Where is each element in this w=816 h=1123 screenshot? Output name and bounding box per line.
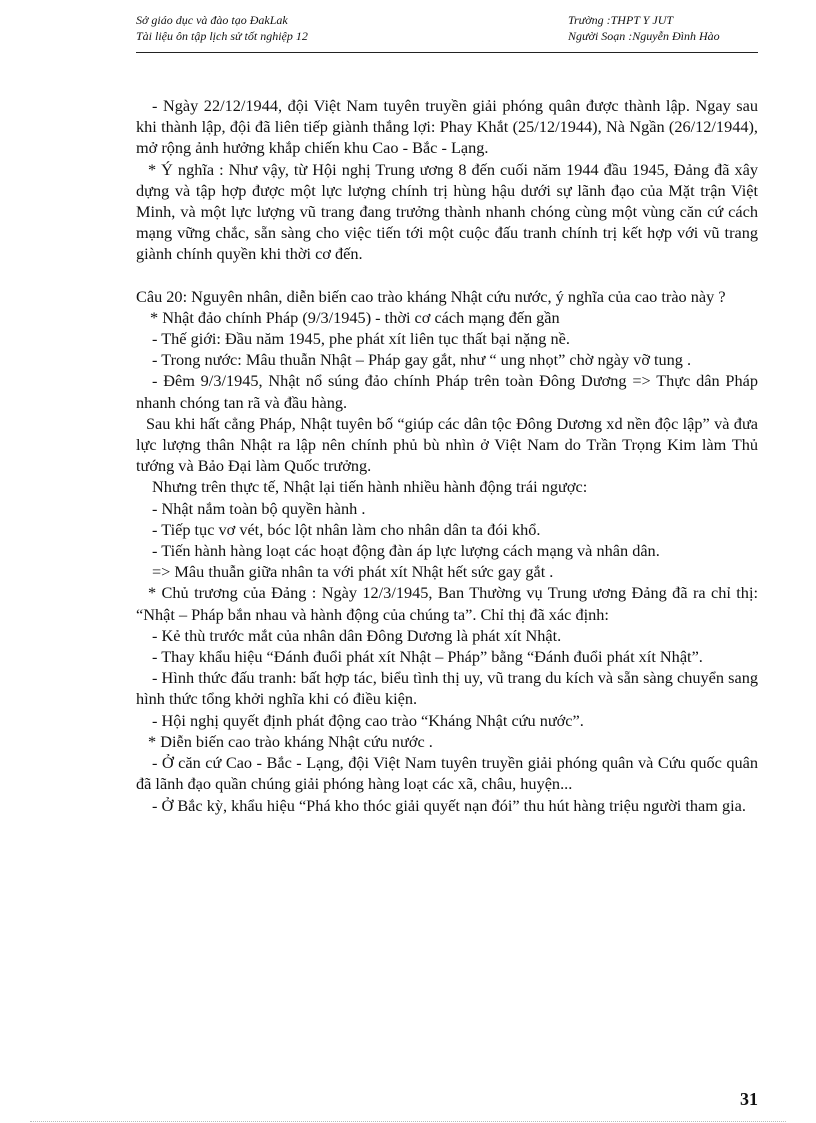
- page-header: [136, 12, 758, 53]
- header-school: Trường :THPT Y JUT: [568, 13, 674, 27]
- question-heading: Câu 20: Nguyên nhân, diễn biến cao trào kháng Nhật cứu nước, ý nghĩa của cao trào này ?: [136, 286, 726, 306]
- paragraph: * Diễn biến cao trào kháng Nhật cứu nước .: [148, 731, 433, 751]
- paragraph: * Nhật đảo chính Pháp (9/3/1945) - thời cơ cách mạng đến gần: [150, 307, 560, 327]
- footer-divider: [30, 1121, 786, 1122]
- paragraph: => Mâu thuẫn giữa nhân ta với phát xít Nhật hết sức gay gắt .: [152, 562, 554, 582]
- header-author: Người Soạn :Nguyễn Đình Hào: [568, 29, 720, 43]
- paragraph: - Hình thức đấu tranh: bất hợp tác, biểu tình thị uy, vũ trang du kích và sẵn sàng chuyển sang hình thức tổng khởi nghĩa khi có điều kiện.: [136, 668, 758, 709]
- paragraph: - Ở Bắc kỳ, khẩu hiệu “Phá kho thóc giải quyết nạn đói” thu hút hàng triệu người tham gia.: [152, 795, 746, 815]
- header-right: [568, 12, 720, 44]
- paragraph: * Ý nghĩa : Như vậy, từ Hội nghị Trung ương 8 đến cuối năm 1944 đầu 1945, Đảng đã xây dựng và tập hợp được một lực lượng chính trị hùng hậu dưới sự lãnh đạo của Mặt trận Việt Minh, và một lực lượng vũ trang đang trưởng thành nhanh chóng cùng một vùng căn cứ cách mạng vững chắc, sẵn sàng cho việc tiến tới một cuộc đấu tranh chính trị kết hợp với vũ trang giành chính quyền khi thời cơ đến.: [136, 159, 758, 264]
- paragraph: - Tiếp tục vơ vét, bóc lột nhân làm cho nhân dân ta đói khổ.: [152, 519, 541, 539]
- page-number: 31: [740, 1089, 758, 1109]
- paragraph: - Ở căn cứ Cao - Bắc - Lạng, đội Việt Nam tuyên truyền giải phóng quân và Cứu quốc quân đã lãnh đạo quần chúng giải phóng hàng loạt các xã, châu, huyện...: [136, 753, 758, 794]
- paragraph: - Nhật nắm toàn bộ quyền hành .: [152, 498, 366, 518]
- paragraph: - Kẻ thù trước mắt của nhân dân Đông Dương là phát xít Nhật.: [152, 625, 562, 645]
- header-document-title: Tài liệu ôn tập lịch sử tốt nghiệp 12: [136, 29, 308, 43]
- paragraph: - Thế giới: Đầu năm 1945, phe phát xít liên tục thất bại nặng nề.: [152, 329, 570, 349]
- paragraph: Sau khi hất cẳng Pháp, Nhật tuyên bố “giúp các dân tộc Đông Dương xd nền độc lập” và đưa lực lượng thân Nhật ra lập nên chính phủ bù nhìn ở Việt Nam do Trần Trọng Kim làm Thủ tướng và Bảo Đại làm Quốc trưởng.: [136, 413, 758, 476]
- paragraph: - Hội nghị quyết định phát động cao trào “Kháng Nhật cứu nước”.: [152, 710, 584, 730]
- header-left: [136, 12, 308, 44]
- header-department: Sở giáo dục và đào tạo ĐakLak: [136, 13, 288, 27]
- paragraph: - Đêm 9/3/1945, Nhật nổ súng đảo chính Pháp trên toàn Đông Dương => Thực dân Pháp nhanh chóng tan rã và đầu hàng.: [136, 371, 758, 412]
- paragraph: - Tiến hành hàng loạt các hoạt động đàn áp lực lượng cách mạng và nhân dân.: [152, 541, 660, 561]
- paragraph: - Ngày 22/12/1944, đội Việt Nam tuyên truyền giải phóng quân được thành lập. Ngay sau khi thành lập, đội đã liên tiếp giành thắng lợi: Phay Khắt (25/12/1944), Nà Ngần (26/12/1944), mở rộng ảnh hưởng khắp chiến khu Cao - Bắc - Lạng.: [136, 96, 758, 158]
- document-body: [136, 95, 758, 816]
- paragraph: Nhưng trên thực tế, Nhật lại tiến hành nhiều hành động trái ngược:: [152, 477, 588, 497]
- paragraph: * Chủ trương của Đảng : Ngày 12/3/1945, Ban Thường vụ Trung ương Đảng đã ra chỉ thị: “Nhật – Pháp bắn nhau và hành động của chúng ta”. Chỉ thị đã xác định:: [136, 583, 758, 624]
- paragraph: - Trong nước: Mâu thuẫn Nhật – Pháp gay gắt, như “ ung nhọt” chờ ngày vỡ tung .: [152, 350, 692, 370]
- paragraph: - Thay khẩu hiệu “Đánh đuổi phát xít Nhật – Pháp” bằng “Đánh đuổi phát xít Nhật”.: [152, 647, 703, 667]
